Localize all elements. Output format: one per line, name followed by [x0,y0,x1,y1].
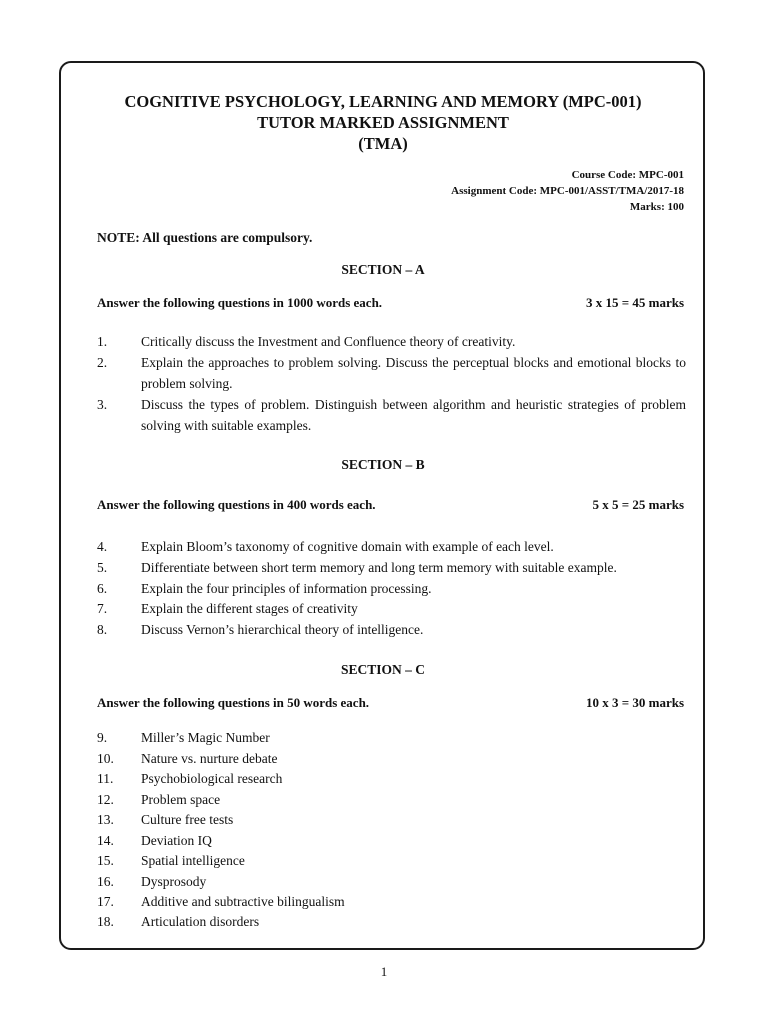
question-number: 12. [97,792,114,807]
question-text: Discuss the types of problem. Distinguish between algorithm and heuristic strategies of problem solving with suitable examples. [141,397,686,433]
question-text: Explain the four principles of information processing. [141,581,432,596]
question-text: Dysprosody [141,874,207,889]
note: NOTE: All questions are compulsory. [97,230,313,245]
question-text: Additive and subtractive bilingualism [141,894,345,909]
question-number: 5. [97,560,108,575]
section-c-marks: 10 x 3 = 30 marks [585,695,684,710]
question-number: 4. [97,539,108,554]
question-text: Explain the different stages of creativity [141,601,358,616]
question-text: Culture free tests [141,812,234,827]
section-a-heading: SECTION – A [341,262,425,277]
section-b-marks: 5 x 5 = 25 marks [592,497,684,512]
assignment-code: Assignment Code: MPC-001/ASST/TMA/2017-18 [451,185,684,197]
question-number: 18. [97,914,114,929]
section-c-instruction: Answer the following questions in 50 words each. [97,695,370,710]
page-number: 1 [380,964,388,979]
question-number: 17. [97,894,114,909]
question-number: 15. [97,853,114,868]
question-number: 2. [97,355,108,370]
question-text: Explain the approaches to problem solving. Discuss the perceptual blocks and emotional blocks to problem solving. [141,355,686,391]
doc-title-line-3: (TMA) [358,134,408,153]
question-number: 9. [97,730,108,745]
question-text: Deviation IQ [141,833,212,848]
question-text: Critically discuss the Investment and Confluence theory of creativity. [141,334,516,349]
section-b-instruction: Answer the following questions in 400 words each. [97,497,376,512]
question-number: 1. [97,334,108,349]
doc-title-line-2: TUTOR MARKED ASSIGNMENT [257,113,509,132]
question-text: Explain Bloom’s taxonomy of cognitive domain with example of each level. [141,539,554,554]
question-text: Articulation disorders [141,914,260,929]
question-number: 16. [97,874,114,889]
doc-title-line-1: COGNITIVE PSYCHOLOGY, LEARNING AND MEMORY (MPC-001) [124,92,642,111]
section-a-marks: 3 x 15 = 45 marks [585,295,684,310]
question-number: 13. [97,812,114,827]
question-number: 14. [97,833,114,848]
question-text: Spatial intelligence [141,853,245,868]
section-c-heading: SECTION – C [340,662,426,677]
section-a-instruction: Answer the following questions in 1000 words each. [97,295,383,310]
question-number: 10. [97,751,114,766]
question-text: Differentiate between short term memory and long term memory with suitable example. [141,560,617,575]
section-b-heading: SECTION – B [341,457,425,472]
question-text: Nature vs. nurture debate [141,751,278,766]
question-number: 8. [97,622,108,637]
question-number: 3. [97,397,108,412]
question-text: Psychobiological research [141,771,283,786]
question-text: Discuss Vernon’s hierarchical theory of intelligence. [141,622,424,637]
course-code: Course Code: MPC-001 [571,169,684,181]
question-text: Miller’s Magic Number [141,730,270,745]
question-text: Problem space [141,792,221,807]
total-marks: Marks: 100 [629,201,684,213]
question-number: 7. [97,601,108,616]
question-number: 6. [97,581,108,596]
question-number: 11. [97,771,114,786]
